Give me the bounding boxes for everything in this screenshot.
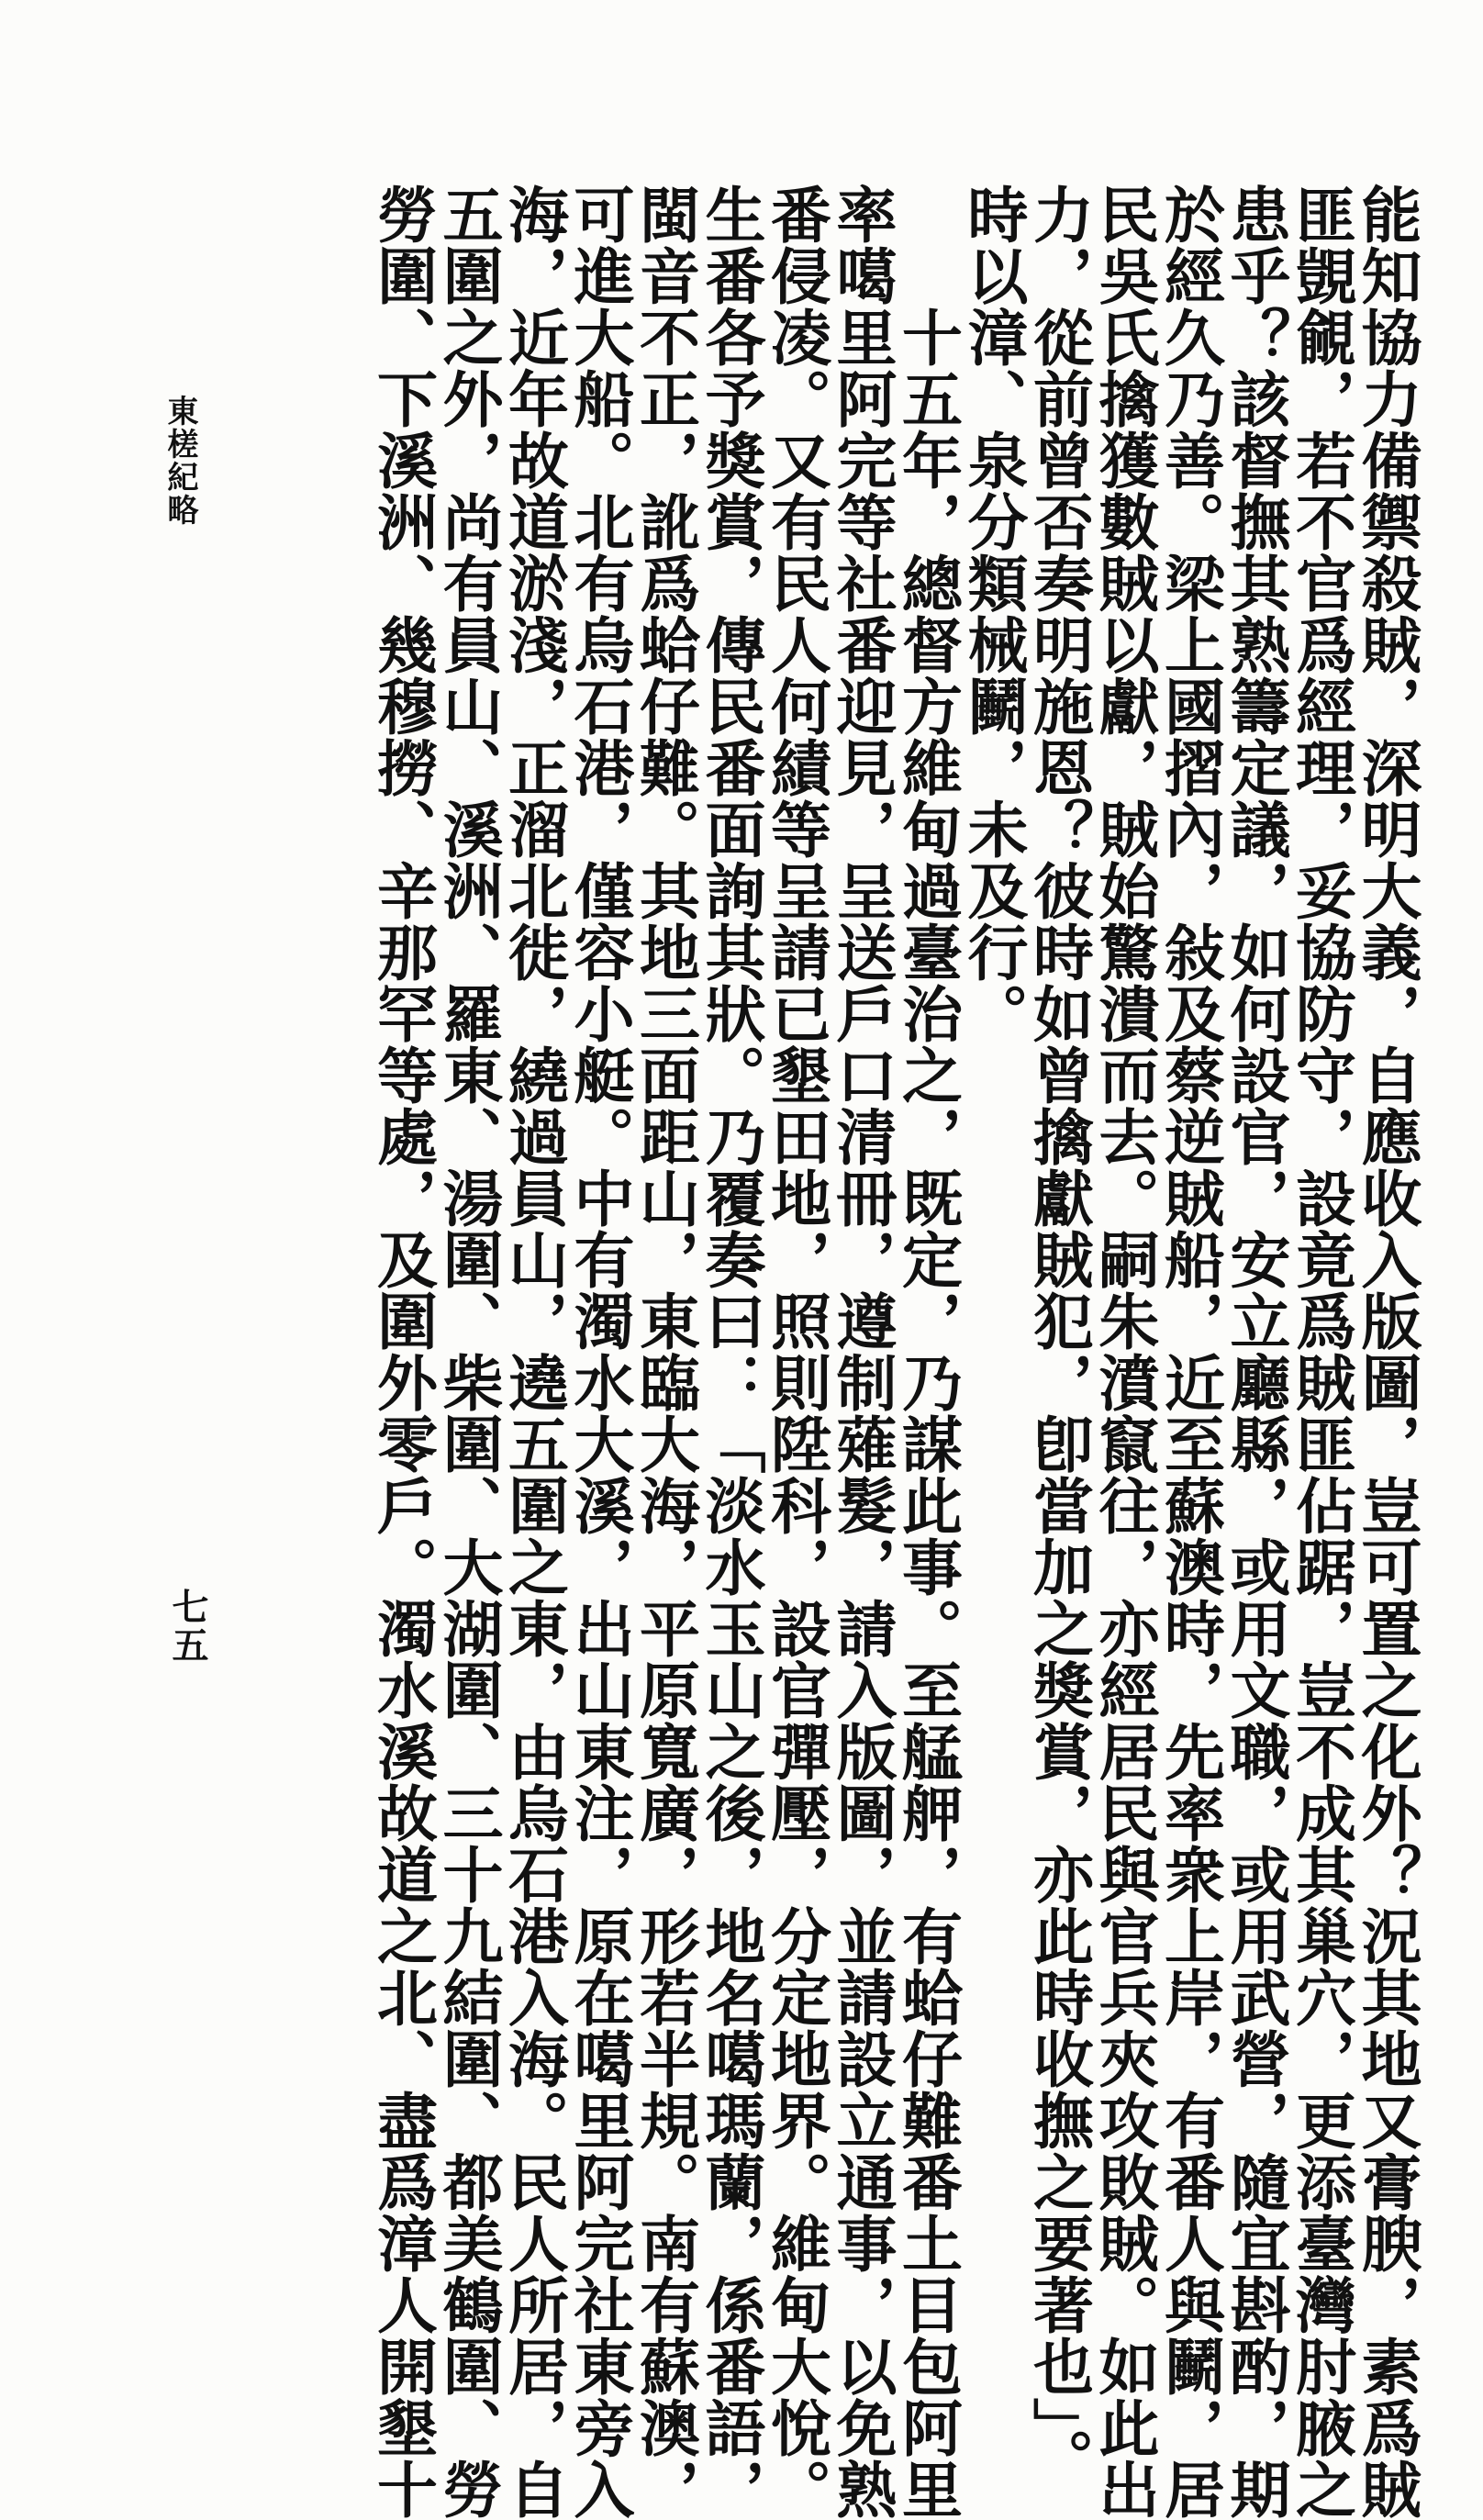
text-column-9: 率噶里阿完等社番迎見，呈送戶口清冊，遵制薙髮，請入版圖，並請設立通事，以免熟: [826, 184, 898, 2520]
text-column-16: 勞圍、下溪洲、幾穆撈、辛那罕等處，及圍外零戶。濁水溪故道之北、盡爲漳人開墾十: [366, 184, 439, 2520]
text-column-3: 患乎？該督撫其熟籌定議，如何設官，安立廳縣，或用文職，或用武營，隨宜斟酌，期: [1220, 184, 1291, 2520]
text-column-15: 五圍之外，尚有員山、溪洲、羅東、湯圍、柴圍、大湖圍、三十九結圍、都美鶴圍、勞: [432, 184, 504, 2520]
text-column-7: 時以漳、泉分類械鬭，未及行。: [957, 184, 1029, 1044]
text-column-12: 閩音不正，訛爲蛤仔難。其地三面距山，東臨大海，平原寬廣，形若半規。南有蘇澳，: [629, 184, 701, 2520]
text-column-14: 海，近年故道淤淺，正溜北徙，繞過員山，遶五圍之東，由烏石港入海。民人所居，自: [497, 184, 570, 2520]
text-column-4: 於經久乃善。梁上國摺內，敍及蔡逆賊船，近至蘇澳時，先率衆上岸，有番人與鬭，居: [1154, 184, 1226, 2520]
text-column-6: 力，從前曾否奏明施恩？彼時如曾擒獻賊犯，卽當加之獎賞，亦此時收撫之要著也」。: [1022, 184, 1095, 2490]
text-column-8: 十五年，總督方維甸過臺治之，既定，乃謀此事。至艋舺，有蛤仔難番土目包阿里: [891, 184, 964, 2520]
text-column-13: 可進大船。北有烏石港，僅容小艇。中有濁水大溪，出山東注，原在噶里阿完社東旁入: [563, 184, 635, 2520]
text-column-2: 匪覬覦，若不官爲經理，妥協防守，設竟爲賊匪佔踞，豈不成其巢穴，更添臺灣肘腋之: [1285, 184, 1357, 2520]
text-column-10: 番侵凌。又有民人何績等呈請已墾田地，照則陞科，設官彈壓，分定地界。維甸大悅。: [760, 184, 832, 2520]
main-text-block: [198, 184, 1422, 2520]
running-title: 東槎紀略: [162, 395, 198, 527]
text-column-5: 民吳氏擒獲數賊以獻，賊始驚潰而去。嗣朱濆竄往，亦經居民與官兵夾攻敗賊。如此出: [1088, 184, 1160, 2520]
page-number: 七五: [166, 1588, 209, 1665]
text-column-1: 能知協力備禦殺賊，深明大義，自應收入版圖，豈可置之化外？況其地又膏腴，素爲賊: [1351, 184, 1422, 2520]
text-column-11: 生番各予獎賞，傳民番面詢其狀。乃覆奏曰：「淡水玉山之後，地名噶瑪蘭，係番語，: [695, 184, 766, 2520]
